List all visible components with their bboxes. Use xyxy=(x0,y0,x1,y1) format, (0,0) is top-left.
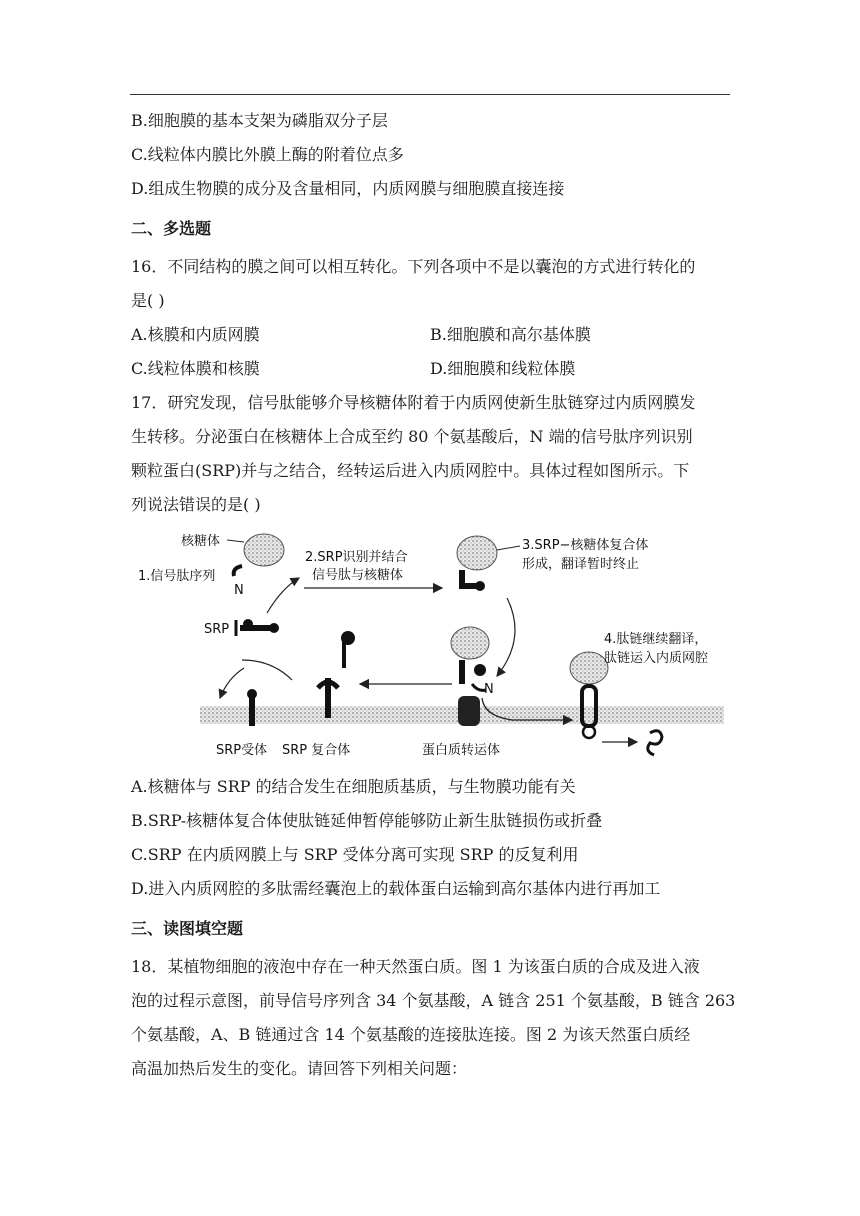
n-terminus-label: N xyxy=(234,583,244,598)
translocon-label: 蛋白质转运体 xyxy=(422,743,501,758)
q16-option-b: B.细胞膜和高尔基体膜 xyxy=(430,325,591,344)
q16-stem-line2: 是( ) xyxy=(131,291,165,310)
translocon-icon xyxy=(458,696,480,726)
signal-peptide-icon xyxy=(234,566,242,576)
srp-complex-label: SRP 复合体 xyxy=(282,743,351,758)
folded-protein-icon xyxy=(648,731,662,755)
q16-option-d: D.细胞膜和线粒体膜 xyxy=(430,359,576,378)
q18-stem-line4: 高温加热后发生的变化。请回答下列相关问题： xyxy=(131,1059,468,1078)
srp-receptor-label: SRP受体 xyxy=(216,743,268,758)
srp-ribosome-complex-icon xyxy=(462,570,485,591)
q17-option-b: B.SRP-核糖体复合体使肽链延伸暂停能够防止新生肽链损伤或折叠 xyxy=(131,811,603,830)
srp-particle-icon xyxy=(236,619,279,636)
step3-label-line2: 形成，翻译暂时终止 xyxy=(522,557,640,572)
arrow-srp-recycle-up xyxy=(267,578,299,613)
section-title-reading-figure: 三、读图填空题 xyxy=(131,919,244,938)
step4-label-line1: 4.肽链继续翻译， xyxy=(604,632,708,647)
n-terminus-label-2: N xyxy=(484,682,494,697)
q16-option-a: A.核膜和内质网膜 xyxy=(131,325,260,344)
q17-option-c: C.SRP 在内质网膜上与 SRP 受体分离可实现 SRP 的反复利用 xyxy=(131,845,579,864)
q17-stem-line3: 颗粒蛋白(SRP)并与之结合，经转运后进入内质网腔中。具体过程如图所示。下 xyxy=(131,461,690,480)
q17-stem-line1: 17．研究发现，信号肽能够介导核糖体附着于内质网使新生肽链穿过内质网膜发 xyxy=(131,393,696,412)
step2-label-line1: 2.SRP识别并结合 xyxy=(305,550,408,565)
srp-complex-icon xyxy=(318,631,355,718)
ribosome-label: 核糖体 xyxy=(181,534,221,549)
q17-stem-line2: 生转移。分泌蛋白在核糖体上合成至约 80 个氨基酸后，N 端的信号肽序列识别 xyxy=(131,427,693,446)
q15-option-c: C.线粒体内膜比外膜上酶的附着位点多 xyxy=(131,145,404,164)
q15-option-d: D.组成生物膜的成分及含量相同，内质网膜与细胞膜直接连接 xyxy=(131,179,565,198)
q17-stem-line4: 列说法错误的是( ) xyxy=(131,495,261,514)
q18-stem-line1: 18．某植物细胞的液泡中存在一种天然蛋白质。图 1 为该蛋白质的合成及进入液 xyxy=(131,957,700,976)
step3-label-line1: 3.SRP−核糖体复合体 xyxy=(522,538,649,553)
step1-label: 1.信号肽序列 xyxy=(138,569,216,584)
q16-stem-line1: 16．不同结构的膜之间可以相互转化。下列各项中不是以囊泡的方式进行转化的 xyxy=(131,257,696,276)
arrow-step3-down xyxy=(497,598,515,676)
q15-option-b: B.细胞膜的基本支架为磷脂双分子层 xyxy=(131,111,388,130)
step4-label-line2: 肽链运入内质网腔 xyxy=(604,651,709,666)
q18-stem-line3: 个氨基酸，A、B 链通过含 14 个氨基酸的连接肽连接。图 2 为该天然蛋白质经 xyxy=(131,1025,691,1044)
arrow-srp-recycle-curve xyxy=(242,660,292,680)
ribosome-1-icon xyxy=(244,534,284,566)
arrow-to-receptor xyxy=(220,668,244,698)
ribosome-4-icon xyxy=(570,652,608,684)
srp-pathway-figure xyxy=(132,528,732,766)
header-rule xyxy=(130,94,730,95)
ribosome-2-icon xyxy=(457,536,497,570)
step3-leader-line xyxy=(497,546,520,550)
srp-label: SRP xyxy=(204,622,230,637)
ribosome-3-icon xyxy=(451,627,489,659)
q17-option-a: A.核糖体与 SRP 的结合发生在细胞质基质，与生物膜功能有关 xyxy=(131,777,576,796)
section-title-multiple-choice: 二、多选题 xyxy=(131,219,212,238)
q17-option-d: D.进入内质网腔的多肽需经囊泡上的载体蛋白运输到高尔基体内进行再加工 xyxy=(131,879,661,898)
docking-complex-icon xyxy=(462,660,486,690)
q16-option-c: C.线粒体膜和核膜 xyxy=(131,359,260,378)
q18-stem-line2: 泡的过程示意图，前导信号序列含 34 个氨基酸，A 链含 251 个氨基酸，B 链含 263 xyxy=(131,991,736,1010)
step2-label-line2: 信号肽与核糖体 xyxy=(312,568,404,583)
ribosome-leader-line xyxy=(227,540,244,542)
